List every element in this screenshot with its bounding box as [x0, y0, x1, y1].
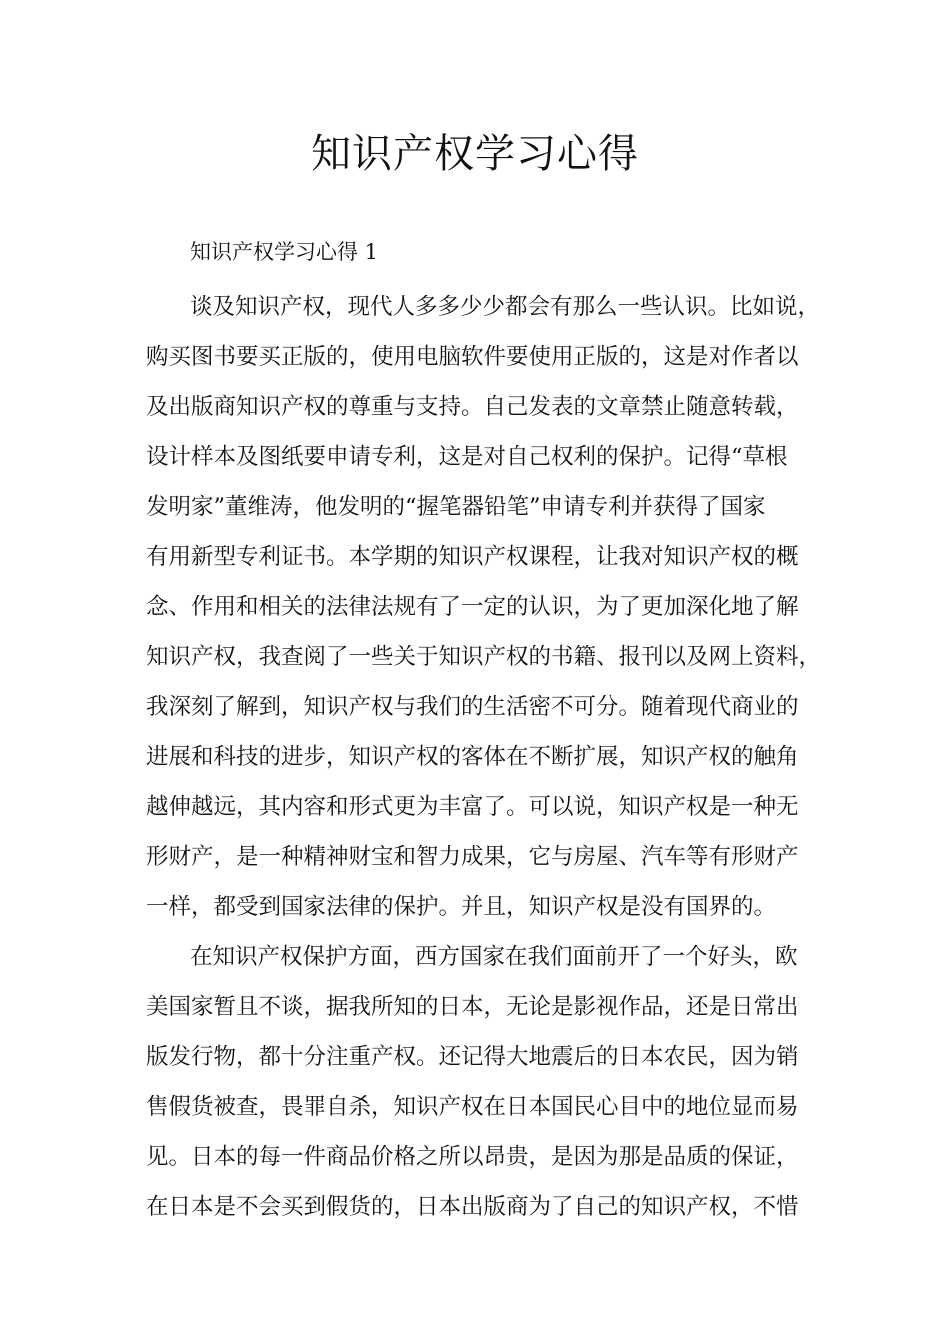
document-body	[146, 282, 826, 1232]
paragraph-line: 购买图书要买正版的，使用电脑软件要使用正版的，这是对作者以	[146, 344, 799, 370]
paragraph-line: 在知识产权保护方面，西方国家在我们面前开了一个好头，欧	[190, 944, 798, 970]
paragraph-line: 进展和科技的进步，知识产权的客体在不断扩展，知识产权的触角	[146, 744, 799, 770]
document-title: 知识产权学习心得	[311, 131, 639, 177]
paragraph-line: 设计样本及图纸要申请专利，这是对自己权利的保护。记得“草根	[146, 444, 788, 470]
paragraph-line: 形财产，是一种精神财宝和智力成果，它与房屋、汽车等有形财产	[146, 844, 799, 870]
paragraph-line: 越伸越远，其内容和形式更为丰富了。可以说，知识产权是一种无	[146, 794, 799, 820]
paragraph-line: 版发行物，都十分注重产权。还记得大地震后的日本农民，因为销	[146, 1044, 799, 1070]
paragraph-1	[146, 282, 826, 932]
paragraph-line: 发明家”董维涛，他发明的“握笔器铅笔”申请专利并获得了国家	[146, 494, 766, 520]
paragraph-line: 美国家暂且不谈，据我所知的日本，无论是影视作品，还是日常出	[146, 994, 799, 1020]
paragraph-line: 念、作用和相关的法律法规有了一定的认识，为了更加深化地了解	[146, 594, 799, 620]
paragraph-line: 在日本是不会买到假货的，日本出版商为了自己的知识产权，不惜	[146, 1194, 799, 1220]
paragraph-line: 我深刻了解到，知识产权与我们的生活密不可分。随着现代商业的	[146, 694, 799, 720]
paragraph-line: 及出版商知识产权的尊重与支持。自己发表的文章禁止随意转载，	[146, 394, 799, 420]
paragraph-line: 谈及知识产权，现代人多多少少都会有那么一些认识。比如说，	[190, 294, 821, 320]
paragraph-line: 一样，都受到国家法律的保护。并且，知识产权是没有国界的。	[146, 894, 777, 920]
paragraph-line: 知识产权，我查阅了一些关于知识产权的书籍、报刊以及网上资料，	[146, 644, 822, 670]
section-heading: 知识产权学习心得 1	[190, 240, 379, 264]
paragraph-2	[146, 932, 826, 1232]
paragraph-line: 有用新型专利证书。本学期的知识产权课程，让我对知识产权的概	[146, 544, 799, 570]
paragraph-line: 售假货被查，畏罪自杀，知识产权在日本国民心目中的地位显而易	[146, 1094, 799, 1120]
paragraph-line: 见。日本的每一件商品价格之所以昂贵，是因为那是品质的保证，	[146, 1144, 799, 1170]
